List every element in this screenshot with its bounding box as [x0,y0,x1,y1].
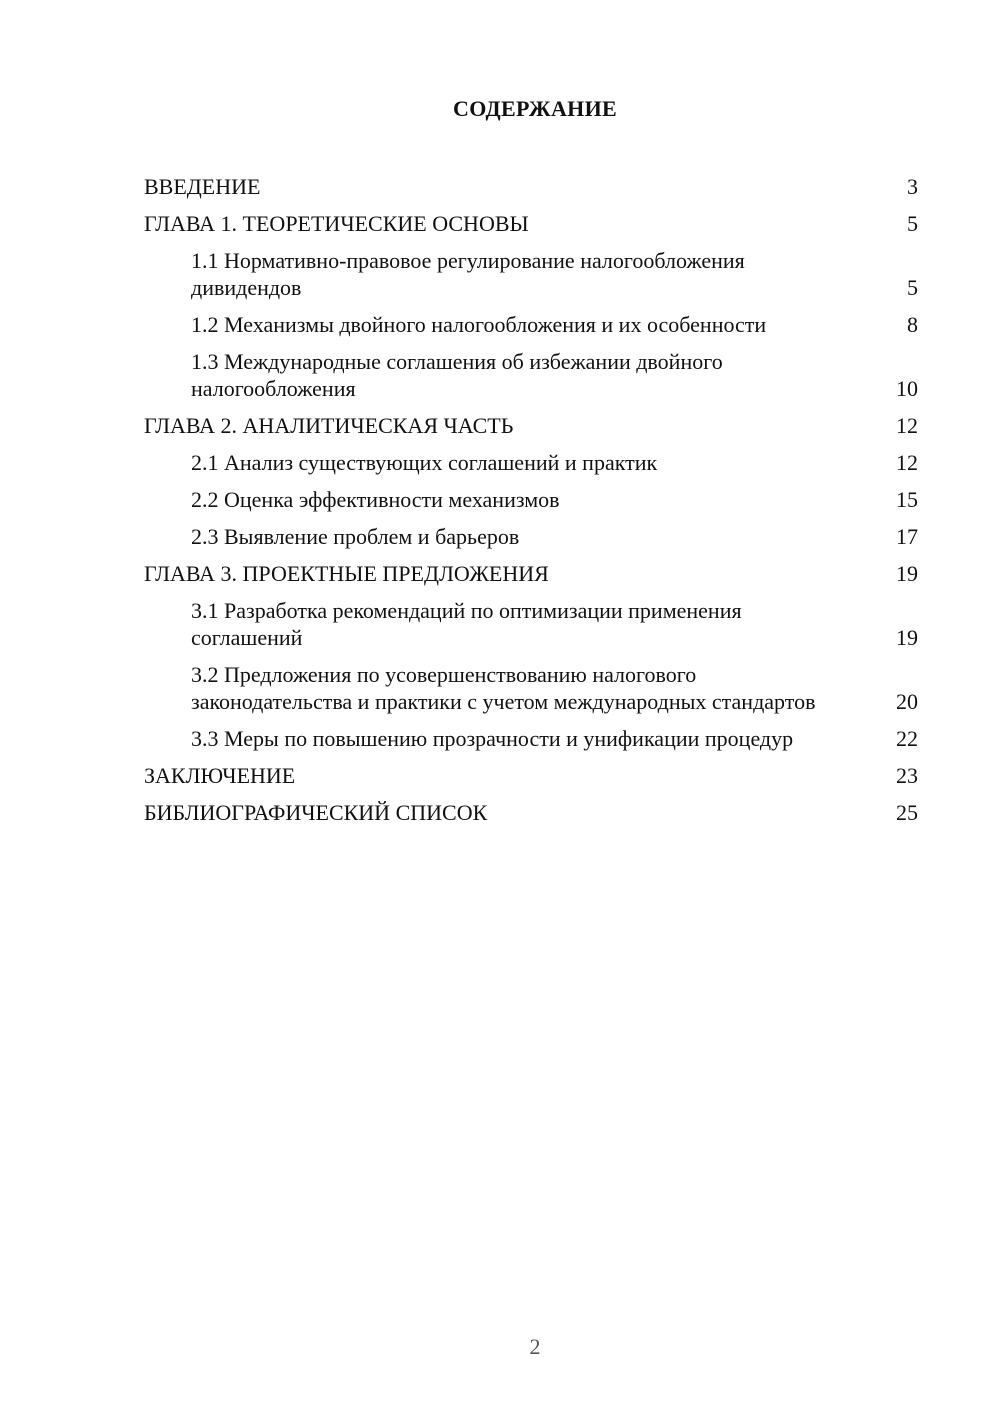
toc-entry-page: 8 [907,312,918,337]
toc-entry-page: 17 [896,524,918,549]
toc-section-entry[interactable] [144,343,918,407]
toc-chapter-entry[interactable] [144,757,918,794]
page-title: СОДЕРЖАНИЕ [453,96,617,121]
page-number: 2 [529,1334,541,1359]
toc-entry-page: 20 [896,689,918,714]
toc-entry-title: 2.3 Выявление проблем и барьеров [191,524,520,549]
toc-section-entry[interactable] [144,656,918,720]
toc-section-entry[interactable] [144,518,918,555]
toc-chapter-entry[interactable] [144,794,918,831]
toc-entry-title: ГЛАВА 1. ТЕОРЕТИЧЕСКИЕ ОСНОВЫ [144,211,529,236]
toc-section-entry[interactable] [144,592,918,656]
toc-section-entry[interactable] [144,481,918,518]
toc-entry-page: 12 [896,450,918,475]
toc-entry-title: 3.2 Предложения по усовершенствованию налогового законодательства и практики с учетом международных стандартов [191,662,816,714]
toc-entry-title: 3.3 Меры по повышению прозрачности и унификации процедур [191,726,794,751]
toc-entry-title: 1.3 Международные соглашения об избежании двойного налогообложения [191,349,723,401]
toc-entry-title: ГЛАВА 2. АНАЛИТИЧЕСКАЯ ЧАСТЬ [144,413,514,438]
toc-chapter-entry[interactable] [144,168,918,205]
toc-entry-title: ЗАКЛЮЧЕНИЕ [144,763,296,788]
toc-entry-page: 3 [907,174,918,199]
toc-entry-page: 15 [896,487,918,512]
toc-entry-title: ВВЕДЕНИЕ [144,174,261,199]
toc-section-entry[interactable] [144,242,918,306]
toc-entry-title: 3.1 Разработка рекомендаций по оптимизации применения соглашений [191,598,742,650]
toc-section-entry[interactable] [144,720,918,757]
toc-chapter-entry[interactable] [144,555,918,592]
toc-entry-page: 12 [896,413,918,438]
toc-entry-page: 19 [896,625,918,650]
toc-section-entry[interactable] [144,306,918,343]
toc-entry-title: 2.2 Оценка эффективности механизмов [191,487,560,512]
toc-entry-title: 1.1 Нормативно-правовое регулирование налогообложения дивидендов [191,248,745,300]
toc-chapter-entry[interactable] [144,205,918,242]
toc-entry-page: 10 [896,376,918,401]
toc-entry-page: 19 [896,561,918,586]
toc-entry-title: 2.1 Анализ существующих соглашений и практик [191,450,658,475]
toc-section-entry[interactable] [144,444,918,481]
toc-entry-page: 5 [907,211,918,236]
table-of-contents [144,168,918,831]
toc-entry-title: 1.2 Механизмы двойного налогообложения и их особенности [191,312,767,337]
toc-chapter-entry[interactable] [144,407,918,444]
toc-entry-page: 25 [896,800,918,825]
toc-entry-page: 23 [896,763,918,788]
toc-entry-title: ГЛАВА 3. ПРОЕКТНЫЕ ПРЕДЛОЖЕНИЯ [144,561,549,586]
toc-entry-page: 5 [907,275,918,300]
toc-entry-title: БИБЛИОГРАФИЧЕСКИЙ СПИСОК [144,800,488,825]
toc-entry-page: 22 [896,726,918,751]
